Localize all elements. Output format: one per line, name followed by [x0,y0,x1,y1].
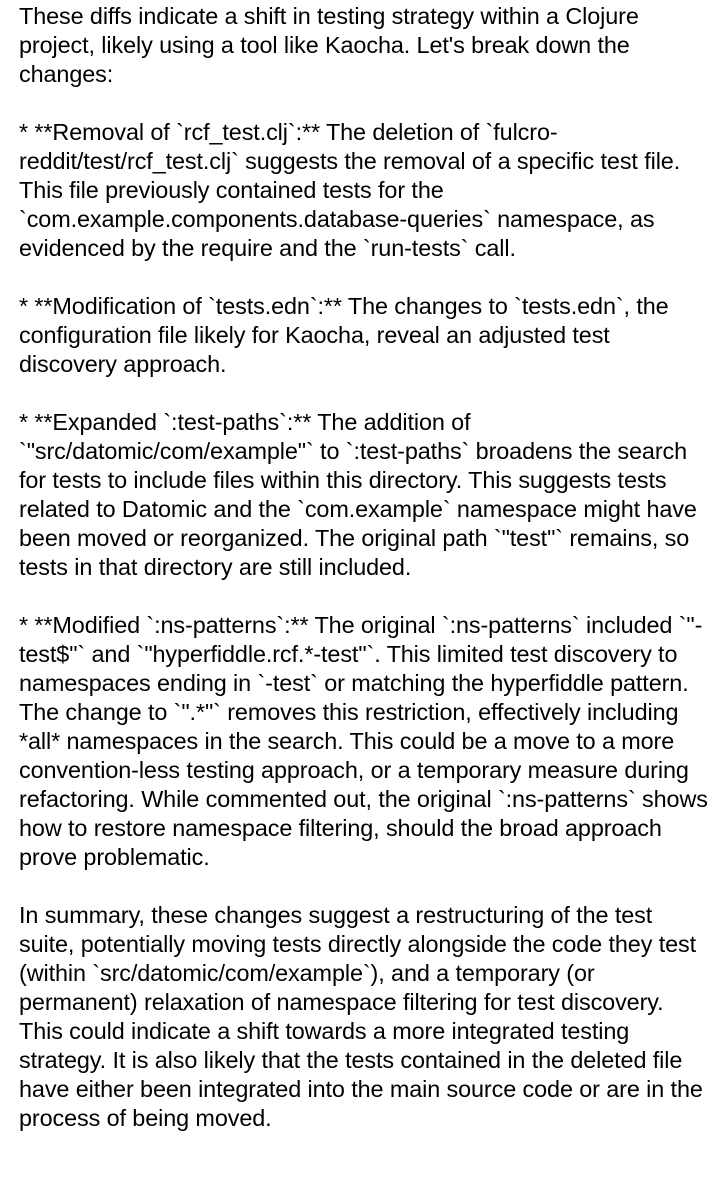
paragraph-intro: These diffs indicate a shift in testing strategy within a Clojure project, likely using a tool like Kaocha. Let's break down the changes: [19,3,639,87]
paragraph-expanded-test-paths: * **Expanded `:test-paths`:** The addition of `"src/datomic/com/example"` to `:test-paths` broadens the search for tests to include files within this directory. This suggests tests related to Datomic and the `com.example` namespace might have been moved or reorganized. The original path `"test"` remains, so tests in that directory are still included. [19,409,697,580]
paragraph-modification-tests-edn: * **Modification of `tests.edn`:** The changes to `tests.edn`, the configuration file likely for Kaocha, reveal an adjusted test discovery approach. [19,293,669,377]
paragraph-summary: In summary, these changes suggest a restructuring of the test suite, potentially moving tests directly alongside the code they test (within `src/datomic/com/example`), and a temporary (or permanent) relaxation of namespace filtering for test discovery. This could indicate a shift towards a more integrated testing strategy. It is also likely that the tests contained in the deleted file have either been integrated into the main source code or are in the process of being moved. [19,902,703,1131]
paragraph-modified-ns-patterns: * **Modified `:ns-patterns`:** The original `:ns-patterns` included `"-test$"` and `"hyperfiddle.rcf.*-test"`. This limited test discovery to namespaces ending in `-test` or matching the hyperfiddle pattern. The change to `".*"` removes this restriction, effectively including *all* namespaces in the search. This could be a move to a more convention-less testing approach, or a temporary measure during refactoring. While commented out, the original `:ns-patterns` shows how to restore namespace filtering, should the broad approach prove problematic. [19,612,708,870]
paragraph-removal-rcf-test: * **Removal of `rcf_test.clj`:** The deletion of `fulcro-reddit/test/rcf_test.clj` suggests the removal of a specific test file. This file previously contained tests for the `com.example.components.database-queries` namespace, as evidenced by the require and the `run-tests` call. [19,119,681,261]
